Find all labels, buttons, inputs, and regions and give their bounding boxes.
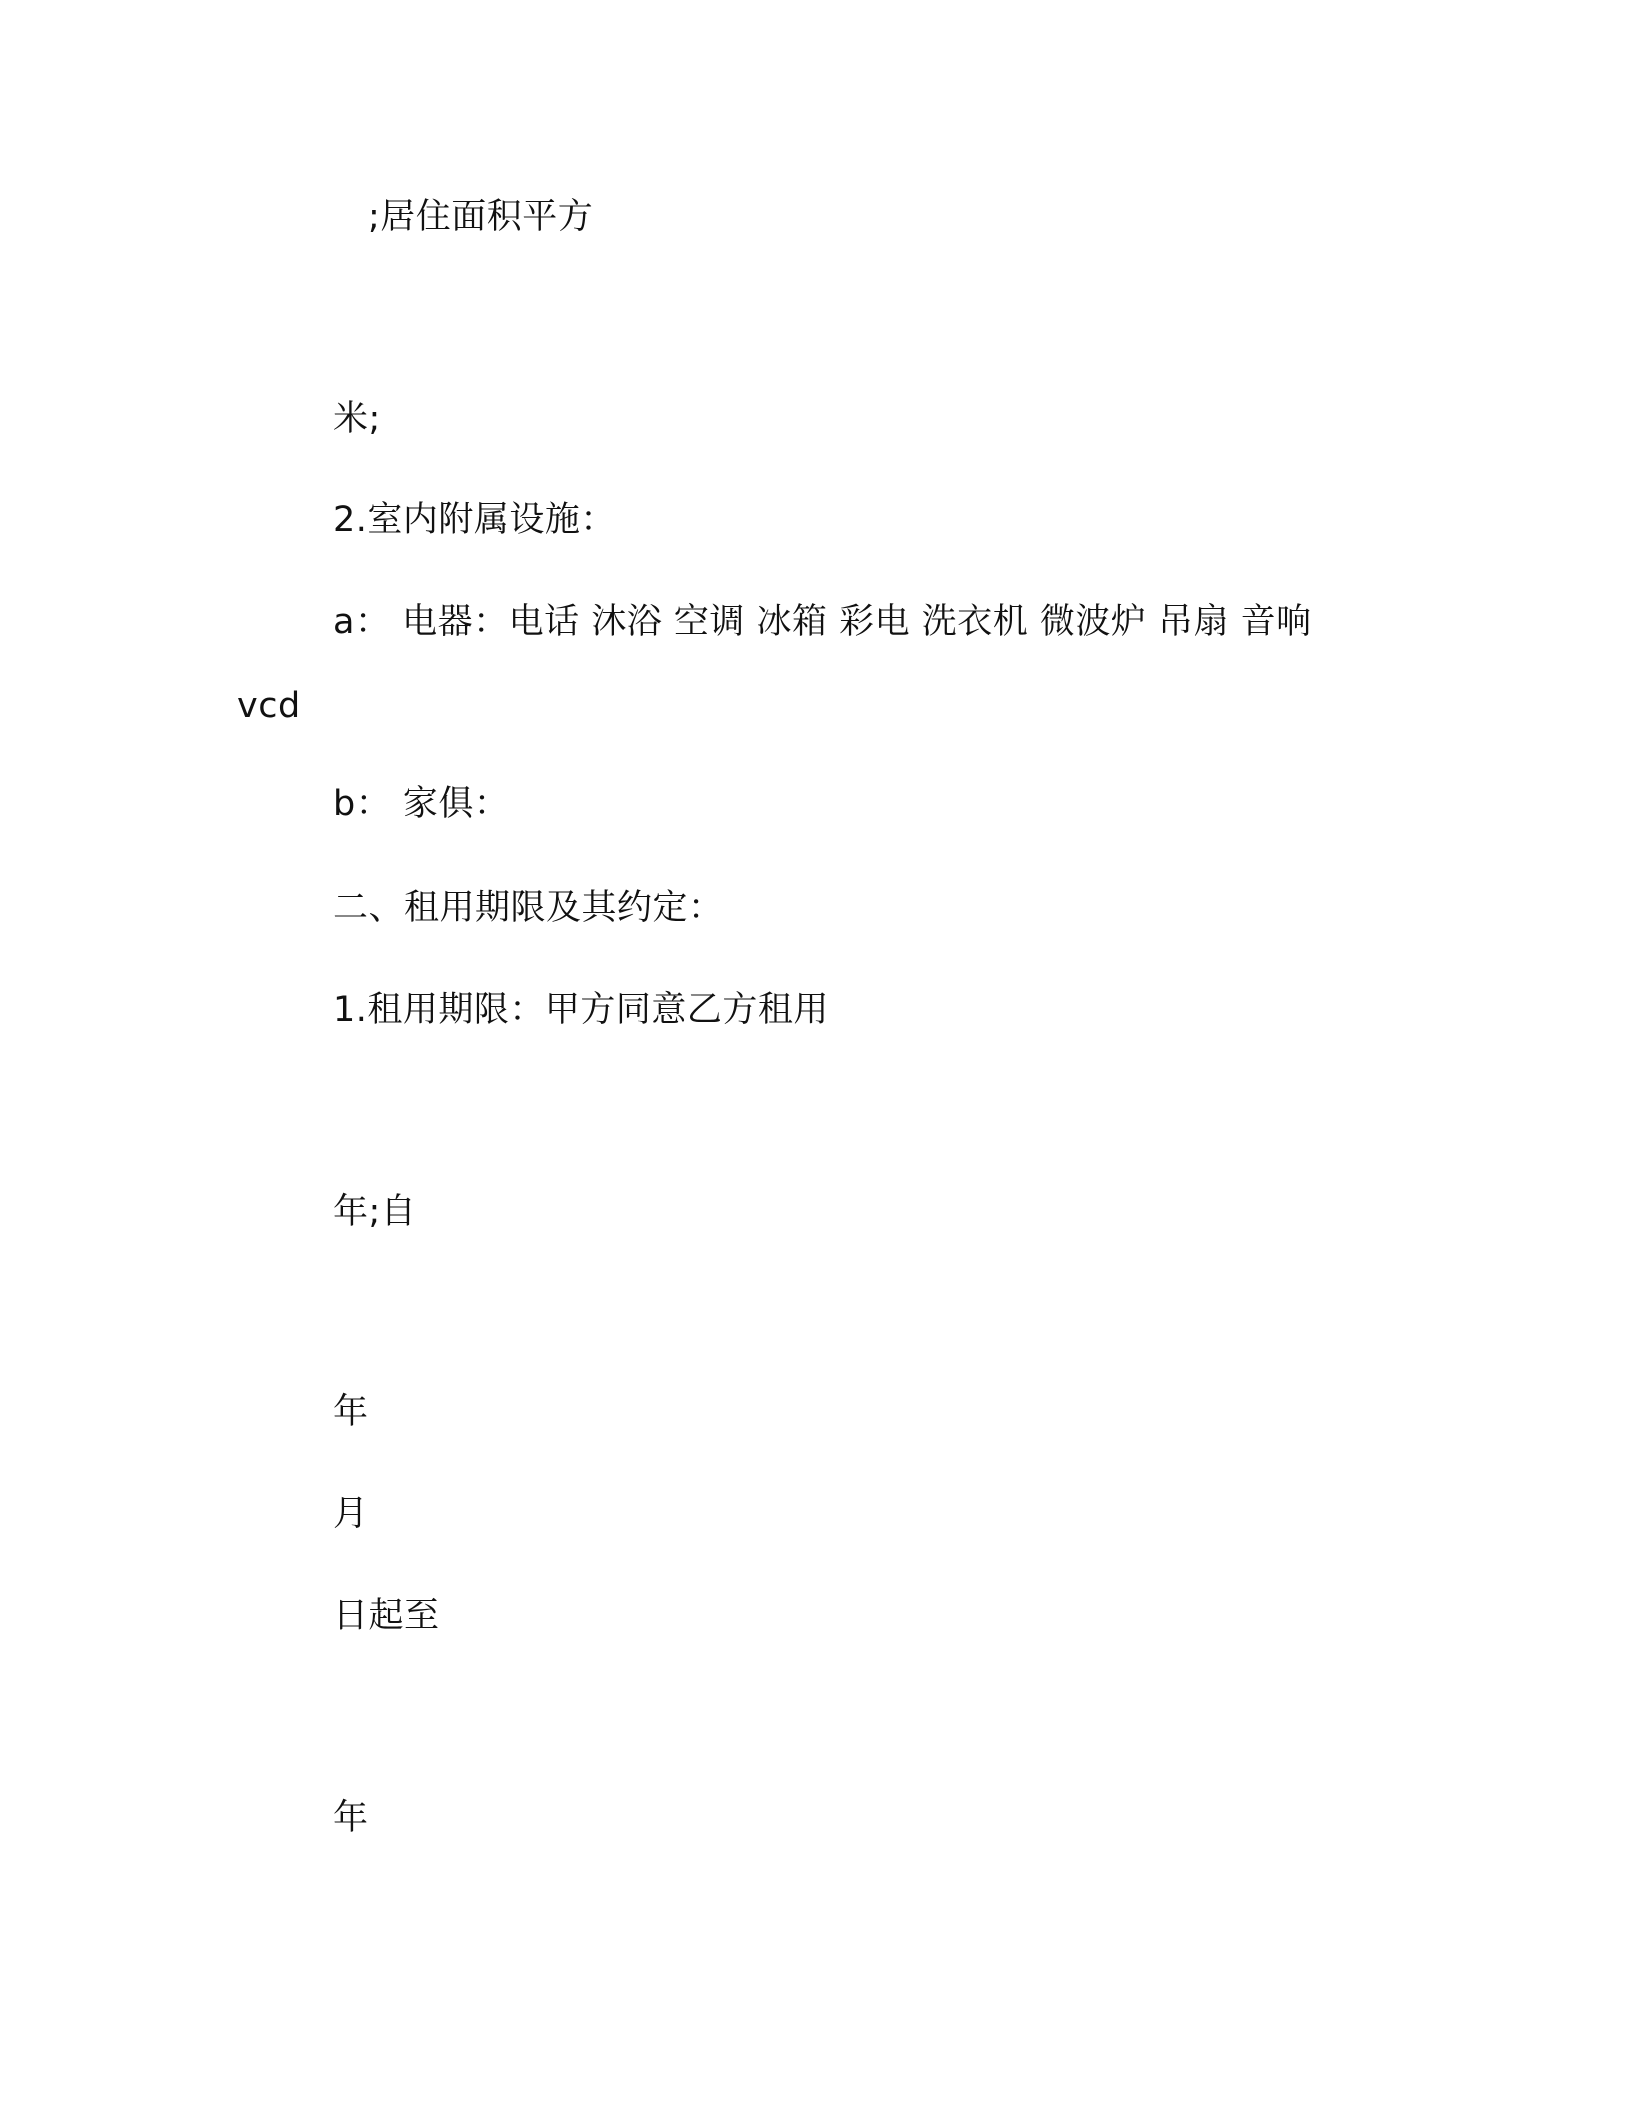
text-line-vcd: vcd (237, 686, 301, 726)
text-line-month: 月 (333, 1494, 369, 1534)
text-line-lease-term: 1.租用期限：甲方同意乙方租用 (333, 990, 829, 1030)
text-line-appliances: a： 电器：电话 沐浴 空调 冰箱 彩电 洗衣机 微波炉 吊扇 音响 (333, 602, 1312, 642)
text-line-section-two-heading: 二、租用期限及其约定： (333, 888, 724, 928)
text-line-living-area: ;居住面积平方 (368, 197, 594, 237)
text-line-day-until: 日起至 (333, 1596, 440, 1636)
text-line-year-from: 年;自 (333, 1192, 417, 1232)
text-line-facilities-heading: 2.室内附属设施： (333, 500, 616, 540)
text-line-year-end: 年 (333, 1798, 369, 1838)
text-line-year: 年 (333, 1392, 369, 1432)
text-line-square-meter: 米; (333, 399, 381, 439)
text-line-furniture: b： 家俱： (333, 784, 510, 824)
